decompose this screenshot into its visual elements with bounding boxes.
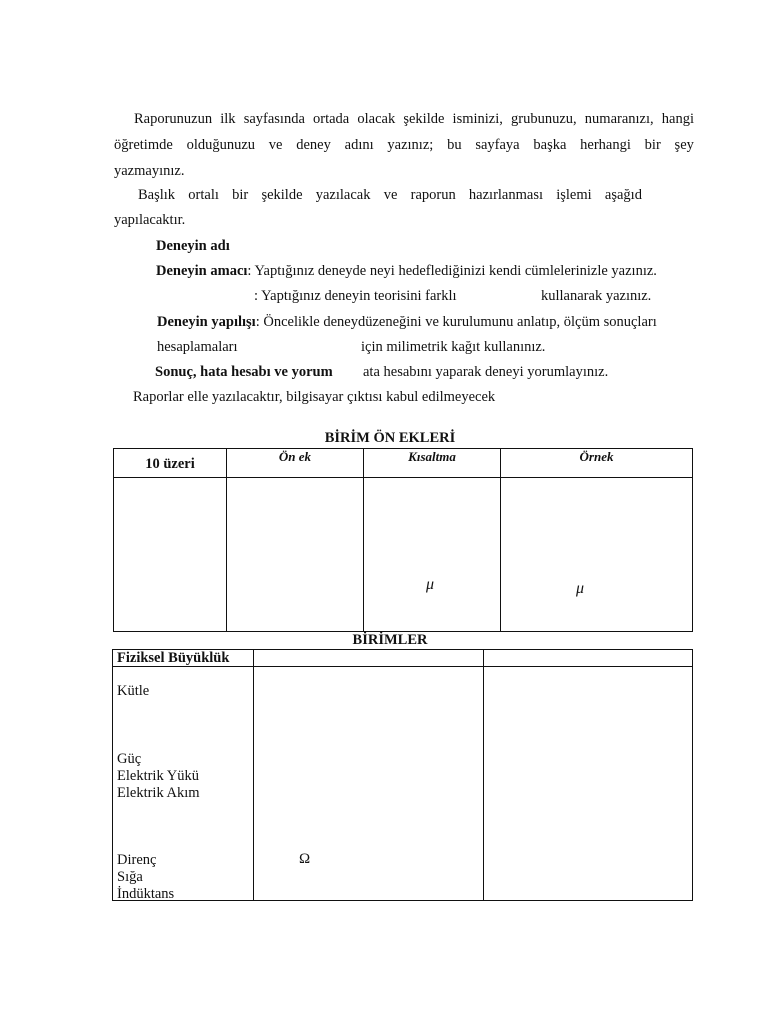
- table2-header-col3: [484, 650, 693, 667]
- quantity-direnc: Direnç: [117, 852, 157, 868]
- table1-body-col4: [501, 478, 693, 632]
- word: ilk: [220, 111, 236, 127]
- units-table: [112, 649, 693, 901]
- word: aşağıd: [604, 187, 642, 203]
- word: işlemi: [556, 187, 592, 203]
- word: grubunuzu,: [511, 111, 577, 127]
- word: raporun: [410, 187, 456, 203]
- word: ortalı: [188, 187, 219, 203]
- deneyin-amaci-label: Deneyin amacı: [156, 263, 248, 279]
- table2-title: BİRİMLER: [352, 632, 428, 648]
- word: sayfasında: [243, 111, 305, 127]
- ohm-symbol: Ω: [299, 851, 311, 867]
- table1-header-col3: Kısaltma: [364, 449, 501, 478]
- paragraph1-line2: [114, 137, 694, 154]
- deneyin-yapilisi-text: : Öncelikle deneydüzeneğini ve kurulumunu anlatıp, ölçüm sonuçları: [255, 314, 657, 330]
- table1-body-col2: [227, 478, 364, 632]
- table1-body-col1: [114, 478, 227, 632]
- deneyin-amaci-line: [156, 263, 657, 280]
- word: olduğunuzu: [186, 137, 256, 153]
- quantity-elektrik-yuku: Elektrik Yükü: [117, 768, 200, 784]
- teori-text: : Yaptığınız deneyin teorisini farklı: [254, 288, 457, 304]
- word: şekilde: [403, 111, 445, 127]
- word: bir: [232, 187, 249, 203]
- word: sayfaya: [475, 137, 520, 153]
- paragraph1-line3: yazmayınız.: [114, 163, 185, 179]
- word: bir: [644, 137, 661, 153]
- mu-symbol-kisaltma: μ: [426, 576, 435, 593]
- sonuc-label: Sonuç, hata hesabı ve yorum: [155, 364, 333, 380]
- table1-header-col1: 10 üzeri: [114, 449, 227, 478]
- deneyin-amaci-text: : Yaptığınız deneyde neyi hedeflediğinizi kendi cümlelerinizle yazınız.: [247, 263, 657, 279]
- word: hangi: [661, 111, 694, 127]
- word: ortada: [313, 111, 350, 127]
- table2-units-col: [254, 667, 484, 901]
- word: yazılacak: [315, 187, 371, 203]
- table1-header-col4: Örnek: [501, 449, 693, 478]
- hesaplamalari-text: hesaplamaları: [157, 339, 238, 355]
- word: ve: [383, 187, 398, 203]
- table1-title: BİRİM ÖN EKLERİ: [324, 430, 456, 446]
- word: başka: [533, 137, 567, 153]
- word: Başlık: [138, 187, 176, 203]
- table2-quantities-col: [113, 667, 254, 901]
- milimetrik-text: için milimetrik kağıt kullanınız.: [361, 339, 546, 355]
- word: şey: [674, 137, 694, 153]
- mu-symbol-ornek: μ: [576, 580, 585, 597]
- word: numaranızı,: [584, 111, 654, 127]
- table2-header-col2: [254, 650, 484, 667]
- word: Raporunuzun: [134, 111, 213, 127]
- paragraph2-line1: [138, 187, 642, 204]
- paragraph1-line1: [134, 111, 694, 128]
- quantity-induktans: İndüktans: [117, 886, 175, 902]
- quantity-guc: Güç: [117, 751, 142, 767]
- table1-header-col2: Ön ek: [227, 449, 364, 478]
- table2-symbols-col: [484, 667, 693, 901]
- teori-text-2: kullanarak yazınız.: [541, 288, 652, 304]
- quantity-elektrik-akim: Elektrik Akım: [117, 785, 200, 801]
- word: adını: [344, 137, 374, 153]
- word: öğretimde: [114, 137, 173, 153]
- word: şekilde: [261, 187, 303, 203]
- quantity-siga: Sığa: [117, 869, 143, 885]
- word: hazırlanması: [468, 187, 544, 203]
- word: deney: [296, 137, 331, 153]
- word: isminizi,: [452, 111, 503, 127]
- word: herhangi: [580, 137, 631, 153]
- word: yazınız;: [387, 137, 434, 153]
- table1-body-col3: [364, 478, 501, 632]
- word: bu: [447, 137, 462, 153]
- paragraph2-line2: yapılacaktır.: [114, 212, 186, 228]
- quantity-kutle: Kütle: [117, 683, 150, 699]
- word: ve: [268, 137, 283, 153]
- raporlar-text: Raporlar elle yazılacaktır, bilgisayar çıktısı kabul edilmeyecek: [133, 389, 496, 405]
- prefix-table: [113, 448, 693, 632]
- deneyin-yapilisi-label: Deneyin yapılışı: [157, 314, 256, 330]
- word: olacak: [357, 111, 396, 127]
- deneyin-adi-heading: Deneyin adı: [156, 238, 230, 254]
- table2-header-col1: Fiziksel Büyüklük: [113, 650, 254, 667]
- deneyin-yapilisi-line: [157, 314, 657, 331]
- sonuc-text: ata hesabını yaparak deneyi yorumlayınız.: [363, 364, 609, 380]
